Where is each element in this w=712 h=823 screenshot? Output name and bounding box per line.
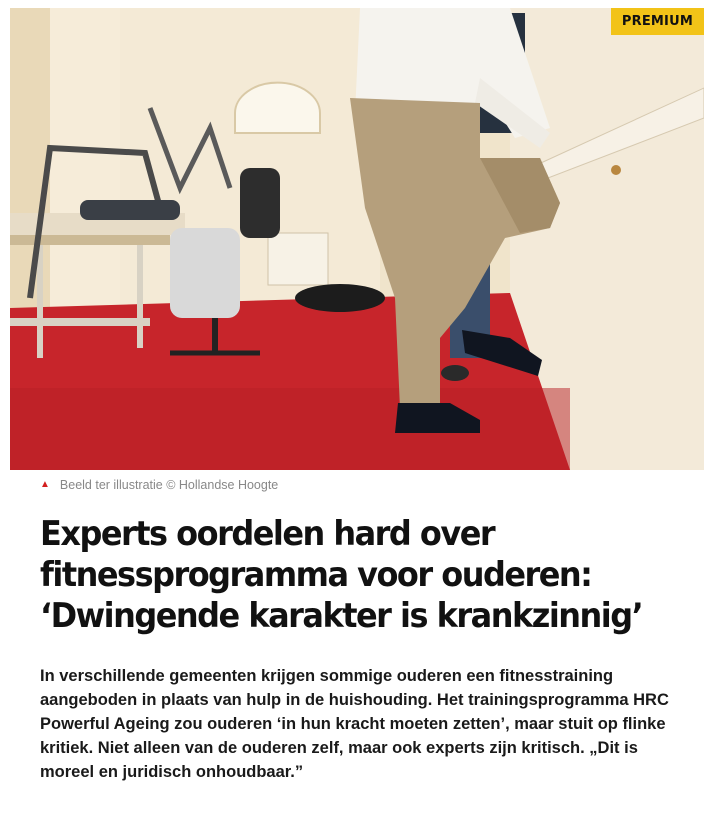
article-lead: In verschillende gemeenten krijgen sommige ouderen een fitnesstraining aangeboden in plaats van hulp in de huishouding. Het trainingsprogramma HRC Powerful Ageing zou ouderen ‘in hun kracht moeten zetten’, maar stuit op flinke kritiek. Niet alleen van de ouderen zelf, maar ook experts zijn kritisch. „Dit is moreel en juridisch onhoudbaar.” [40, 667, 669, 781]
caption-text: Beeld ter illustratie © Hollandse Hoogte [59, 478, 279, 492]
hero-image [10, 8, 704, 470]
triangle-up-icon: ▲ [40, 479, 50, 490]
photo-caption [40, 478, 278, 492]
premium-badge: PREMIUM [611, 8, 704, 35]
article-headline: Experts oordelen hard over fitnessprogramma voor ouderen: ‘Dwingende karakter is krankzinnig’ [40, 514, 643, 636]
hero-photo [10, 8, 704, 470]
